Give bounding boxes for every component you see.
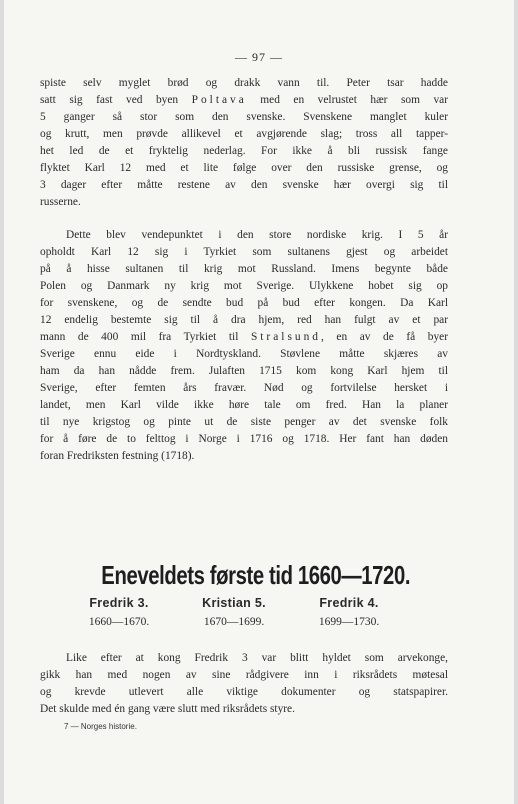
text-line: ham da han nådde frem. Julaften 1715 kom kong Karl hjem til: [40, 365, 448, 377]
footnote: 7 — Norges historie.: [64, 722, 137, 731]
text-line: på å hisse sultanen til krig mot Russland. Imens begynte både: [40, 263, 448, 275]
text-line: russerne.: [40, 196, 81, 208]
king-reign-years: 1670—1699.: [203, 616, 265, 628]
king-name: Fredrik 4.: [319, 596, 379, 610]
king-reign-years: 1699—1730.: [318, 616, 380, 628]
text-line: Sverige, efter femten års fravær. Nød og fortvilelse hersket i: [40, 382, 448, 394]
text-line: for svenskene, og de sendte bud på bud efter kongen. Da Karl: [40, 297, 448, 309]
text-line: 5 ganger så stor som den svenske. Svenskene manglet kuler: [40, 111, 448, 123]
king-name: Kristian 5.: [202, 596, 266, 610]
text-line: opholdt Karl 12 sig i Tyrkiet som sultanens gjest og arbeidet: [40, 246, 448, 258]
king-entry: [179, 596, 289, 628]
text-line: Dette blev vendepunktet i den store nordiske krig. I 5 år: [66, 229, 448, 241]
text-line: spiste selv myglet brød og drakk vann til. Peter tsar hadde: [40, 77, 448, 89]
king-entry: [294, 596, 404, 628]
paragraph-absolutism: [40, 650, 448, 718]
text-line: 3 dager efter måtte restene av den svenske hær overgi sig til: [40, 179, 448, 191]
text-line: 12 endelig bestemte sig til å dra hjem, red han fulgt av et par: [40, 314, 448, 326]
text-line: Polen og Danmark ny krig mot Sverige. Ulykkene hobet sig op: [40, 280, 448, 292]
text-line: het led de et fryktelig nederlag. For ikke å bli russisk fange: [40, 145, 448, 157]
text-line: gikk han med nogen av sine rådgivere inn i riksrådets møtesal: [40, 669, 448, 681]
text-line: for å føre de to felttog i Norge i 1716 og 1718. Her fant han døden: [40, 433, 448, 445]
kings-list: [64, 596, 404, 628]
paragraph-turkey: [40, 227, 448, 465]
text-line: til nye krigstog og pinte ut de siste penger av det svenske folk: [40, 416, 448, 428]
king-name: Fredrik 3.: [89, 596, 149, 610]
king-reign-years: 1660—1670.: [88, 616, 150, 628]
text-line: landet, men Karl vilde ikke høre tale om fred. Han la planer: [40, 399, 448, 411]
king-entry: [64, 596, 174, 628]
text-line: og krevde utlevert alle viktige dokumenter og statspapirer.: [40, 686, 448, 698]
text-line: satt sig fast ved byen Poltava med en velrustet hær som var: [40, 94, 448, 106]
text-line: Det skulde med én gang være slutt med riksrådets styre.: [40, 703, 295, 715]
chapter-heading: Eneveldets første tid 1660—1720.: [101, 560, 411, 590]
text-line: flyktet Karl 12 med et lite følge over den russiske grense, og: [40, 162, 448, 174]
text-line: foran Fredriksten festning (1718).: [40, 450, 195, 462]
text-line: Like efter at kong Fredrik 3 var blitt hyldet som arvekonge,: [66, 652, 448, 664]
text-line: Sverige ennu eide i Nordtyskland. Støvlene måtte skjæres av: [40, 348, 448, 360]
paragraph-poltava: [40, 75, 448, 211]
page-number: — 97 —: [235, 50, 283, 64]
text-line: og krutt, men prøvde allikevel et avgjørende slag; tross all tapper-: [40, 128, 448, 140]
text-line: mann de 400 mil fra Tyrkiet til Stralsund, en av de få byer: [40, 331, 448, 343]
book-page: [4, 0, 514, 804]
